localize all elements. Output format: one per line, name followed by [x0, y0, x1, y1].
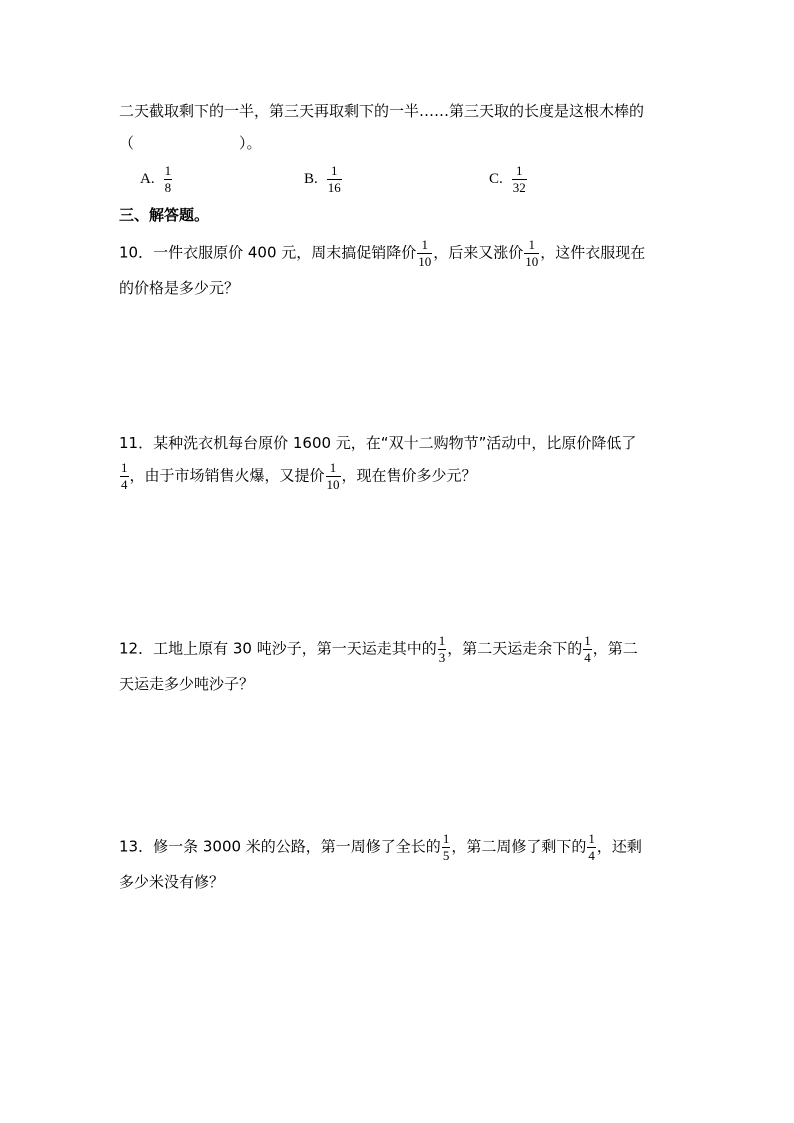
- q9-option-a[interactable]: [140, 164, 173, 194]
- q13-line1: [119, 832, 642, 862]
- fraction-denominator: 4: [588, 847, 595, 863]
- q11-line2: [119, 461, 477, 491]
- fraction-denominator: 10: [418, 253, 432, 269]
- q9-option-b[interactable]: [304, 164, 343, 194]
- q10-text: ，这件衣服现在: [540, 243, 646, 262]
- fraction-numerator: 1: [164, 163, 172, 178]
- q11-line1: 11．某种洗衣机每台原价 1600 元，在“双十二购物节”活动中，比原价降低了: [119, 434, 637, 452]
- q10-line1: [119, 238, 645, 268]
- fraction: [326, 461, 341, 491]
- q13-line2: 多少米没有修？: [119, 873, 225, 891]
- fraction: [512, 164, 527, 194]
- fraction: [524, 238, 539, 268]
- q11-text: ，由于市场销售火爆，又提价: [129, 466, 325, 485]
- fraction-denominator: 32: [512, 179, 526, 195]
- fraction-numerator: 1: [417, 238, 432, 254]
- option-label: A.: [140, 170, 155, 187]
- q12-text: ，第二: [592, 639, 638, 658]
- fraction: [587, 832, 596, 862]
- q12-text: 12．工地上原有 30 吨沙子，第一天运走其中的: [119, 639, 437, 658]
- fraction-denominator: 4: [121, 476, 128, 492]
- q9-text-line: 二天截取剩下的一半，第三天再取剩下的一半……第三天取的长度是这根木棒的: [119, 102, 645, 120]
- fraction-denominator: 10: [326, 476, 340, 492]
- fraction: [327, 164, 342, 194]
- fraction-denominator: 16: [327, 179, 341, 195]
- fraction-denominator: 3: [438, 649, 446, 665]
- fraction-numerator: 1: [121, 460, 128, 475]
- q11-text: ，现在售价多少元？: [341, 466, 477, 485]
- fraction-numerator: 1: [442, 831, 450, 846]
- q10-text: ，后来又涨价: [433, 243, 524, 262]
- fraction-denominator: 10: [525, 253, 539, 269]
- q12-text: ，第二天运走余下的: [447, 639, 583, 658]
- fraction: [442, 832, 451, 862]
- q9-answer-blank: （ ）。: [119, 134, 262, 152]
- q12-line1: [119, 634, 638, 664]
- fraction-numerator: 1: [327, 164, 342, 180]
- fraction-denominator: 4: [584, 649, 591, 665]
- fraction-numerator: 1: [524, 238, 539, 254]
- section-title: 三、解答题。: [119, 206, 210, 224]
- fraction-numerator: 1: [588, 831, 595, 846]
- option-label: C.: [489, 170, 503, 187]
- q10-line2: 的价格是多少元？: [119, 279, 240, 297]
- fraction: [417, 238, 432, 268]
- q13-text: 13．修一条 3000 米的公路，第一周修了全长的: [119, 837, 441, 856]
- fraction-denominator: 8: [164, 179, 172, 195]
- fraction-numerator: 1: [438, 633, 446, 648]
- fraction: [438, 634, 447, 664]
- fraction-denominator: 5: [442, 847, 450, 863]
- fraction: [583, 634, 592, 664]
- q9-option-c[interactable]: [489, 164, 528, 194]
- fraction-numerator: 1: [584, 633, 591, 648]
- fraction-numerator: 1: [512, 164, 527, 180]
- option-label: B.: [304, 170, 318, 187]
- fraction-numerator: 1: [326, 461, 341, 477]
- fraction: [164, 164, 173, 194]
- q12-line2: 天运走多少吨沙子？: [119, 675, 255, 693]
- q13-text: ，还剩: [596, 837, 642, 856]
- q10-text: 10．一件衣服原价 400 元，周末搞促销降价: [119, 243, 417, 262]
- fraction: [120, 461, 129, 491]
- q13-text: ，第二周修了剩下的: [451, 837, 587, 856]
